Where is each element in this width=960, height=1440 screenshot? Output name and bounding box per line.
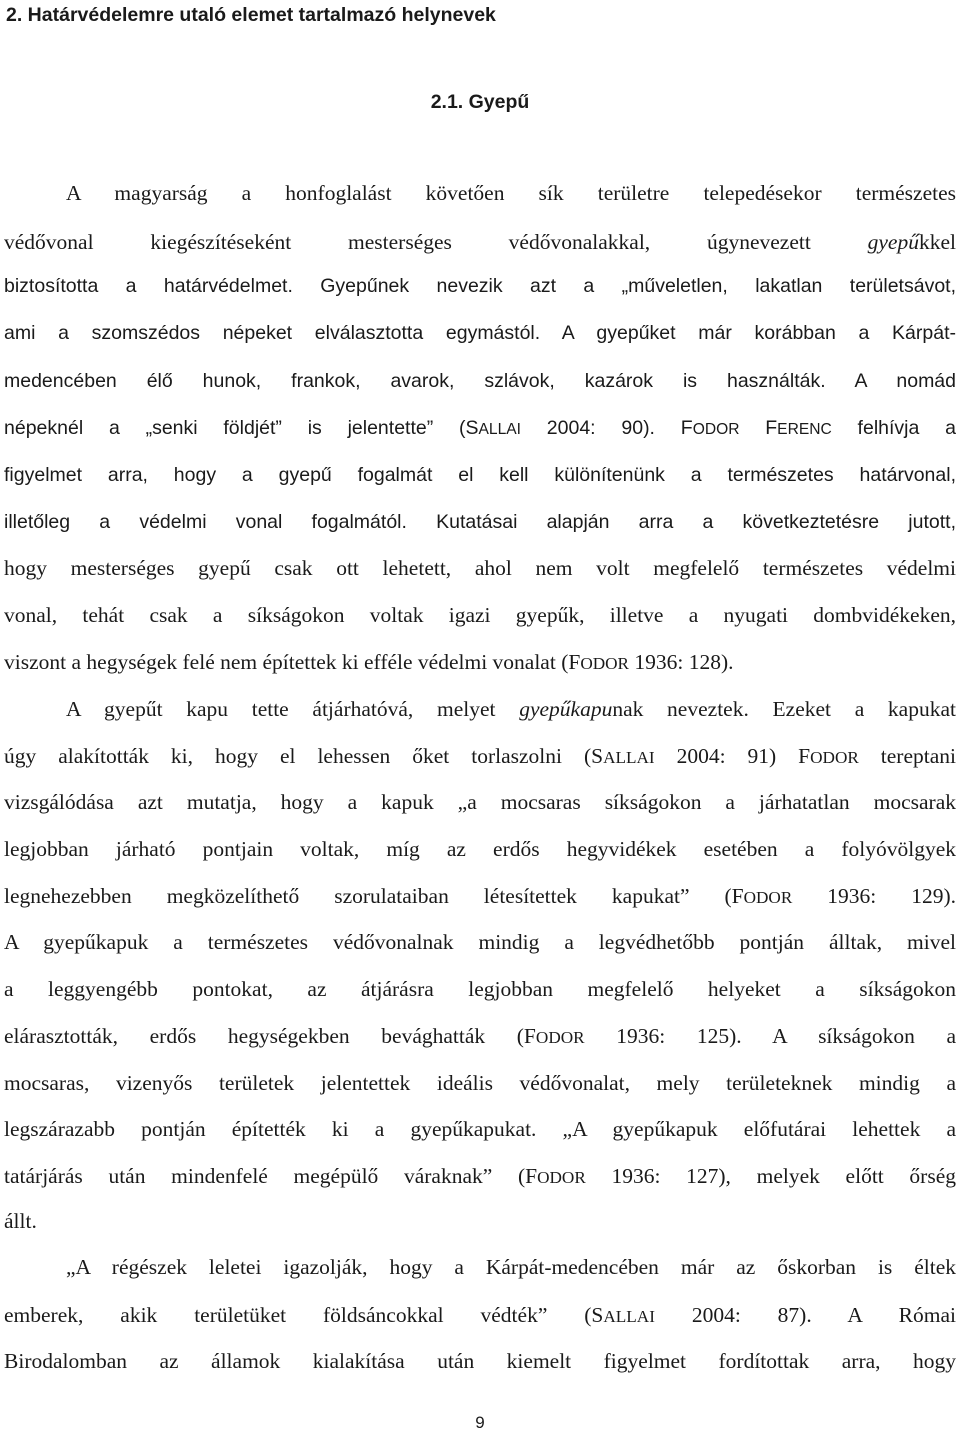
text-line [4, 1061, 956, 1105]
text-line [4, 1014, 956, 1058]
text-line [4, 827, 956, 871]
chapter-heading: 2. Határvédelemre utaló elemet tartalmazó helynevek [6, 4, 496, 26]
text-run: úgy alakították ki, hogy el lehessen őket torlaszolni (S [4, 744, 604, 768]
text-line [4, 311, 956, 355]
author-name-smallcaps: ODOR [810, 748, 859, 767]
text-run: nak neveztek. Ezeket a kapukat [612, 697, 956, 721]
author-name-smallcaps: ALLAI [478, 421, 521, 438]
text-run: 1936: 129). [792, 884, 956, 908]
text-run: hogy mesterséges gyepű csak ott lehetett, ahol nem volt megfelelő természetes védelmi [4, 556, 956, 580]
text-line [66, 687, 956, 731]
text-run: 2004: 90). F [521, 417, 693, 439]
text-run: 2004: 91) F [654, 744, 811, 768]
text-line [4, 220, 956, 264]
text-line [4, 406, 956, 450]
text-line [4, 359, 956, 403]
text-line [4, 546, 956, 590]
text-line [4, 1107, 956, 1151]
text-run: kkel [918, 230, 956, 254]
text-run: mocsaras, vizenyős területek jelentettek ideális védővonalat, mely területeknek mindig a [4, 1071, 956, 1095]
text-line [4, 920, 956, 964]
text-run: 1936: 125). A síkságokon a [584, 1024, 956, 1048]
text-run: felhívja a [831, 417, 956, 439]
text-run: 1936: 127), melyek előtt őrség [585, 1164, 956, 1188]
text-line [4, 780, 956, 824]
section-heading: 2.1. Gyepű [430, 91, 530, 113]
text-run: 1936: 128). [629, 650, 734, 674]
author-name-smallcaps: ALLAI [603, 1307, 655, 1326]
author-name-smallcaps: ODOR [743, 888, 793, 907]
text-run: medencében élő hunok, frankok, avarok, szlávok, kazárok is használták. A nomád [4, 370, 956, 392]
author-name-smallcaps: ODOR [535, 1028, 585, 1047]
text-line [4, 1199, 956, 1243]
text-run: A gyepűt kapu tette átjárhatóvá, melyet [66, 697, 520, 721]
text-run: vizsgálódása azt mutatja, hogy a kapuk „a mocsaras síkságokon a járhatatlan mocsarak [4, 790, 956, 814]
text-line [4, 640, 956, 684]
text-line [4, 500, 956, 544]
text-line [4, 1339, 956, 1383]
text-line [66, 1245, 956, 1289]
text-run: A gyepűkapuk a természetes védővonalnak mindig a legvédhetőbb pontján álltak, mivel [4, 930, 956, 954]
emphasis-term: gyepűkapu [519, 697, 613, 721]
text-run: tereptani [858, 744, 956, 768]
text-run: tatárjárás után mindenfelé megépülő váraknak” (F [4, 1164, 538, 1188]
text-line [4, 1293, 956, 1337]
text-run: emberek, akik területüket földsáncokkal védték” (S [4, 1303, 604, 1327]
text-line [66, 171, 956, 215]
text-run: F [739, 417, 778, 439]
text-run: Birodalomban az államok kialakítása után kiemelt figyelmet fordítottak arra, hogy [4, 1349, 956, 1373]
text-run: viszont a hegységek felé nem építettek ki efféle védelmi vonalat (F [4, 650, 581, 674]
author-name-smallcaps: ODOR [580, 654, 630, 673]
text-line [4, 967, 956, 1011]
author-name-smallcaps: ODOR [537, 1168, 586, 1187]
page-number: 9 [475, 1413, 485, 1432]
text-run: ami a szomszédos népeket elválasztotta egymástól. A gyepűket már korábban a Kárpát- [4, 322, 956, 344]
text-run: legszárazabb pontján építették ki a gyepűkapukat. „A gyepűkapuk előfutárai lehettek a [4, 1117, 956, 1141]
text-run: A magyarság a honfoglalást követően sík területre telepedésekor természetes [66, 181, 956, 205]
text-run: legnehezebben megközelíthető szorulataiban létesítettek kapukat” (F [4, 884, 744, 908]
text-run: illetőleg a védelmi vonal fogalmától. Kutatásai alapján arra a következtetésre jutott, [4, 511, 956, 533]
text-run: figyelmet arra, hogy a gyepű fogalmát el kell különítenünk a természetes határvonal, [4, 464, 956, 486]
text-run: védővonal kiegészítéseként mesterséges védővonalakkal, úgynevezett [4, 230, 868, 254]
text-run: vonal, tehát csak a síkságokon voltak igazi gyepűk, illetve a nyugati dombvidékeken, [4, 603, 956, 627]
text-run: 2004: 87). A Római [654, 1303, 956, 1327]
text-run: állt. [4, 1209, 37, 1233]
text-run: elárasztották, erdős hegységekben bevághatták (F [4, 1024, 536, 1048]
text-line [4, 593, 956, 637]
text-run: a leggyengébb pontokat, az átjárásra legjobban megfelelő helyeket a síkságokon [4, 977, 956, 1001]
text-run: népeknél a „senki földjét” is jelentette” (S [4, 417, 479, 439]
text-line [4, 264, 956, 308]
text-run: biztosította a határvédelmet. Gyepűnek nevezik azt a „műveletlen, lakatlan területsávot, [4, 275, 956, 297]
text-line [4, 453, 956, 497]
text-run: legjobban járható pontjain voltak, míg az erdős hegyvidékek esetében a folyóvölgyek [4, 837, 956, 861]
author-name-smallcaps: ODOR [692, 421, 740, 438]
emphasis-term: gyepű [867, 230, 919, 254]
text-line [4, 1154, 956, 1198]
text-line [4, 874, 956, 918]
author-name-smallcaps: ALLAI [603, 748, 655, 767]
author-name-smallcaps: ERENC [777, 421, 832, 438]
text-line [4, 734, 956, 778]
text-run: „A régészek leletei igazolják, hogy a Kárpát-medencében már az őskorban is éltek [66, 1255, 956, 1279]
